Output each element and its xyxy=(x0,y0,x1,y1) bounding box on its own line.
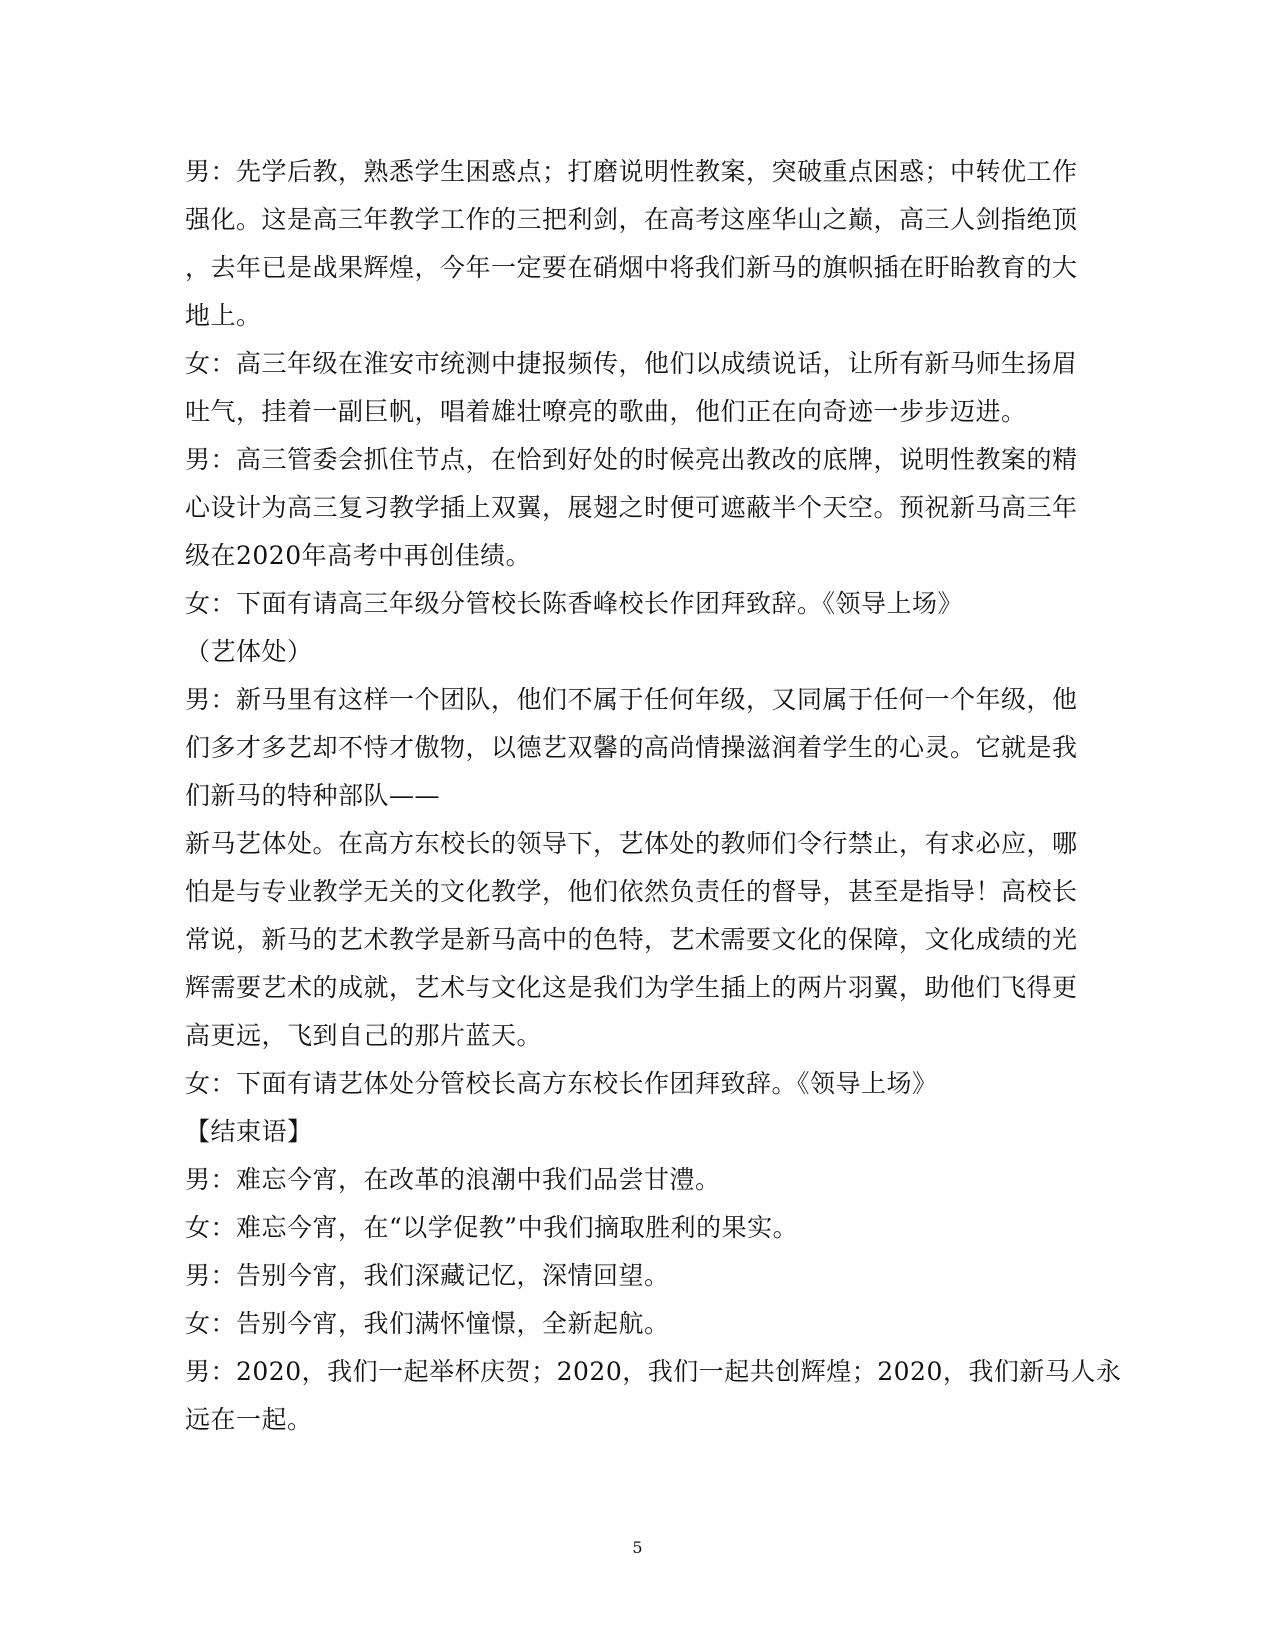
section-heading: 【结束语】 xyxy=(185,1117,313,1146)
text-line: 男：新马里有这样一个团队，他们不属于任何年级，又同属于任何一个年级，他 xyxy=(185,685,1078,714)
text-line: 男：难忘今宵，在改革的浪潮中我们品尝甘澧。 xyxy=(185,1165,721,1194)
text-line: 女：难忘今宵，在“以学促教”中我们摘取胜利的果实。 xyxy=(185,1213,799,1242)
text-line: 女：告别今宵，我们满怀憧憬，全新起航。 xyxy=(185,1309,670,1338)
text-line: 女：高三年级在淮安市统测中捷报频传，他们以成绩说话，让所有新马师生扬眉 xyxy=(185,349,1078,378)
text-line: 男：先学后教，熟悉学生困惑点；打磨说明性教案，突破重点困惑；中转优工作 xyxy=(185,157,1078,186)
text-line: 们多才多艺却不恃才傲物，以德艺双馨的高尚情操滋润着学生的心灵。它就是我 xyxy=(185,733,1078,762)
text-line: 怕是与专业教学无关的文化教学，他们依然负责任的督导，甚至是指导！高校长 xyxy=(185,877,1078,906)
text-line: 新马艺体处。在高方东校长的领导下，艺体处的教师们令行禁止，有求必应，哪 xyxy=(185,829,1078,858)
section-heading: （艺体处） xyxy=(185,637,313,666)
page-number: 5 xyxy=(632,1538,643,1557)
text-line: 吐气，挂着一副巨帆，唱着雄壮嘹亮的歌曲，他们正在向奇迹一步步迈进。 xyxy=(185,397,1027,426)
text-line: 心设计为高三复习教学插上双翼，展翅之时便可遮蔽半个天空。预祝新马高三年 xyxy=(185,493,1078,522)
text-line: 女：下面有请高三年级分管校长陈香峰校长作团拜致辞。《领导上场》 xyxy=(185,589,964,618)
text-line: 辉需要艺术的成就，艺术与文化这是我们为学生插上的两片羽翼，助他们飞得更 xyxy=(185,973,1078,1002)
text-line: 男：高三管委会抓住节点，在恰到好处的时候亮出教改的底牌，说明性教案的精 xyxy=(185,445,1078,474)
text-line: 女：下面有请艺体处分管校长高方东校长作团拜致辞。《领导上场》 xyxy=(185,1069,938,1098)
text-line: 强化。这是高三年教学工作的三把利剑，在高考这座华山之巅，高三人剑指绝顶 xyxy=(185,205,1078,234)
text-line: 常说，新马的艺术教学是新马高中的色特，艺术需要文化的保障，文化成绩的光 xyxy=(185,925,1078,954)
text-line: ，去年已是战果辉煌，今年一定要在硝烟中将我们新马的旗帜插在盱眙教育的大 xyxy=(185,253,1078,282)
text-line: 们新马的特种部队—— xyxy=(185,781,441,810)
text-line: 高更远，飞到自己的那片蓝天。 xyxy=(185,1021,543,1050)
document-body xyxy=(185,148,1122,1444)
text-line: 地上。 xyxy=(185,301,262,330)
text-line: 男：2020，我们一起举杯庆贺；2020，我们一起共创辉煌；2020，我们新马人永 xyxy=(185,1357,1122,1386)
text-line: 级在2020年高考中再创佳绩。 xyxy=(185,541,532,570)
text-line: 远在一起。 xyxy=(185,1405,313,1434)
text-line: 男：告别今宵，我们深藏记忆，深情回望。 xyxy=(185,1261,670,1290)
